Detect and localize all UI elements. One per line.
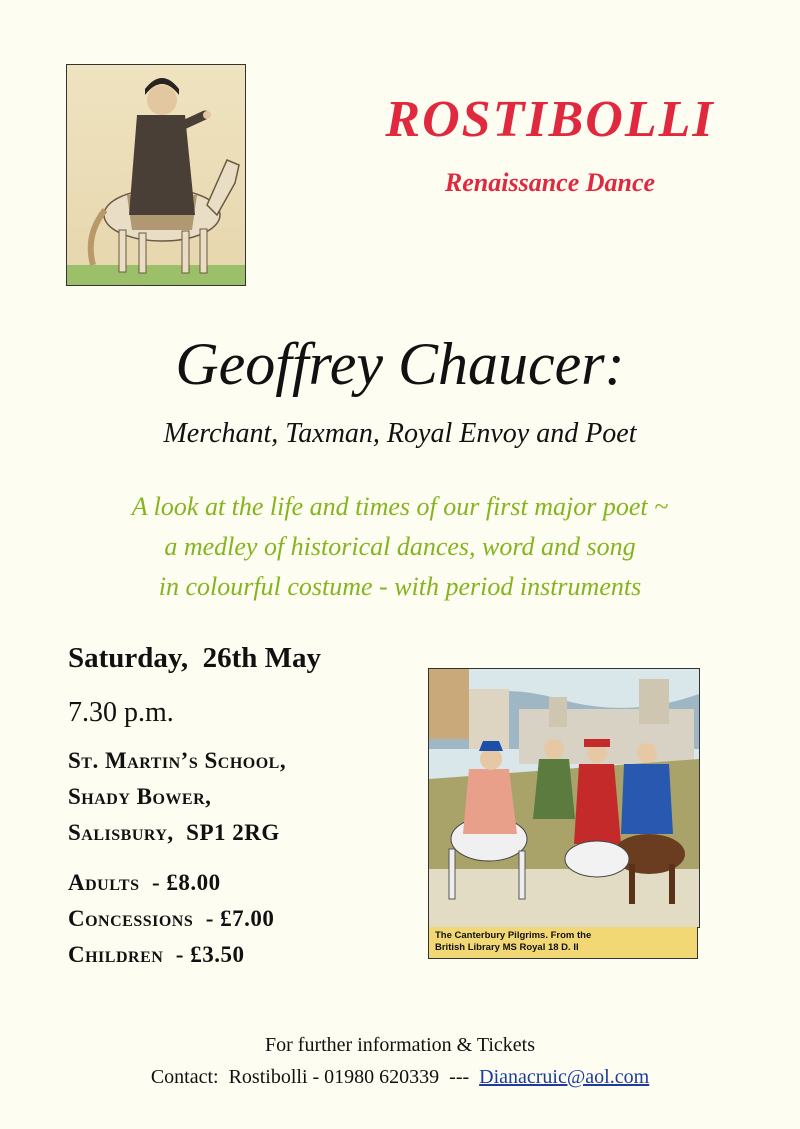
image-caption-line-1: The Canterbury Pilgrims. From the bbox=[435, 930, 592, 941]
contact-text: Contact: Rostibolli - 01980 620339 --- bbox=[150, 1066, 480, 1088]
image-caption bbox=[428, 927, 698, 959]
address-line-3: Salisbury, SP1 2RG bbox=[68, 820, 280, 845]
brand-title: ROSTIBOLLI bbox=[385, 91, 715, 148]
canterbury-pilgrims-image bbox=[428, 668, 700, 928]
contact-email-link[interactable]: Dianacruic@aol.com bbox=[479, 1066, 650, 1088]
footer-contact bbox=[0, 1066, 800, 1089]
price-concessions: Concessions - £7.00 bbox=[68, 906, 275, 931]
main-title: Geoffrey Chaucer: bbox=[175, 331, 625, 397]
description-line-2: a medley of historical dances, word and song bbox=[164, 532, 636, 561]
address-line-1: St. Martin’s School, bbox=[68, 748, 287, 773]
chaucer-portrait-image bbox=[66, 64, 246, 286]
description-line-3: in colourful costume - with period instruments bbox=[158, 572, 642, 601]
price-children: Children - £3.50 bbox=[68, 942, 245, 967]
brand-subtitle: Renaissance Dance bbox=[444, 168, 656, 197]
price-adults: Adults - £8.00 bbox=[68, 870, 221, 895]
image-caption-line-2: British Library MS Royal 18 D. II bbox=[435, 942, 579, 953]
event-date: Saturday, 26th May bbox=[68, 642, 321, 674]
event-time: 7.30 p.m. bbox=[68, 697, 174, 728]
description-line-1: A look at the life and times of our first major poet ~ bbox=[131, 492, 669, 521]
address-line-2: Shady Bower, bbox=[68, 784, 212, 809]
footer-info: For further information & Tickets bbox=[265, 1034, 535, 1056]
main-subtitle: Merchant, Taxman, Royal Envoy and Poet bbox=[163, 418, 637, 449]
